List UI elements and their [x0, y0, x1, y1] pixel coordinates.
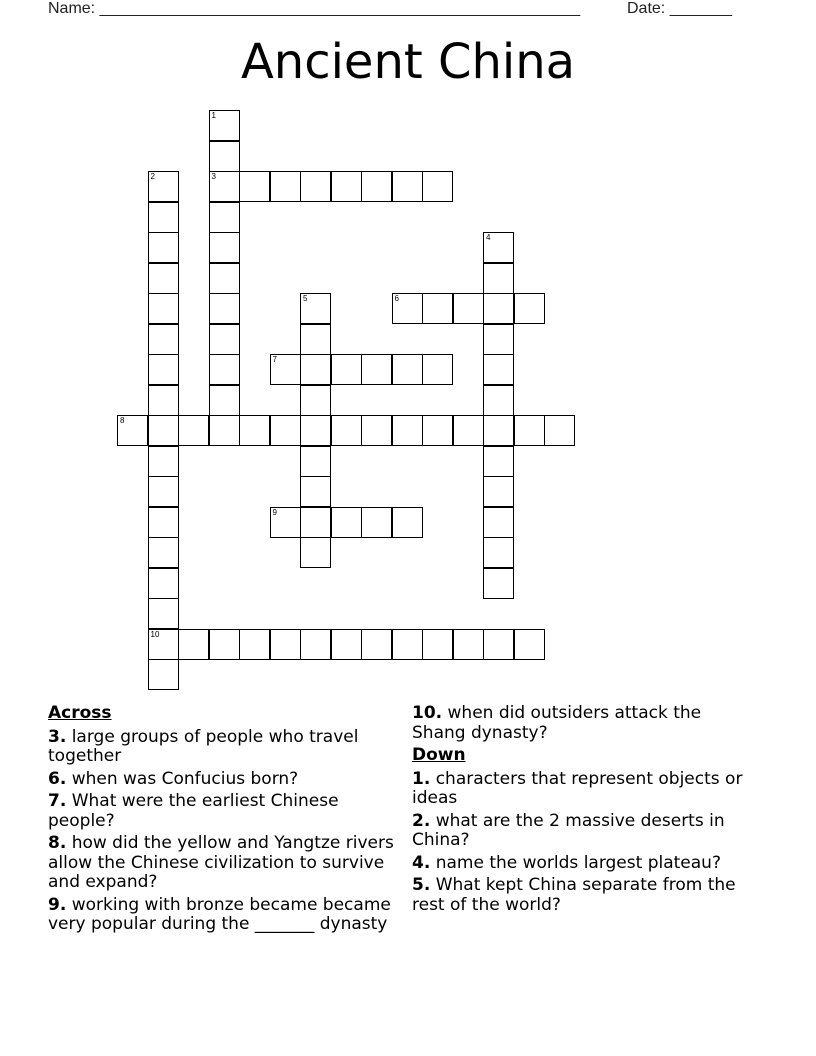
cell-number: 7: [272, 355, 277, 364]
grid-cell[interactable]: [178, 415, 209, 446]
clue-text: What kept China separate from the rest of the world?: [412, 875, 736, 915]
grid-cell[interactable]: [239, 629, 270, 660]
clue-number: 6.: [48, 768, 67, 789]
grid-cell[interactable]: [422, 629, 453, 660]
grid-cell[interactable]: [239, 415, 270, 446]
grid-cell[interactable]: [300, 171, 331, 202]
grid-cell[interactable]: [453, 293, 484, 324]
clue-number: 2.: [412, 810, 431, 831]
grid-cell[interactable]: [300, 476, 331, 507]
date-field-label: Date: _______: [627, 0, 732, 17]
cell-number: 8: [120, 416, 125, 425]
grid-cell[interactable]: [300, 537, 331, 568]
grid-cell[interactable]: [483, 446, 514, 477]
grid-cell[interactable]: [148, 629, 179, 660]
clue-across-3: [48, 728, 398, 767]
grid-cell[interactable]: [148, 324, 179, 355]
grid-cell[interactable]: [300, 385, 331, 416]
grid-cell[interactable]: [422, 415, 453, 446]
clue-across-6: [48, 770, 398, 790]
down-heading: Down: [412, 745, 466, 765]
grid-cell[interactable]: [422, 171, 453, 202]
cell-number: 9: [272, 507, 277, 517]
grid-cell[interactable]: [361, 171, 392, 202]
grid-cell[interactable]: [483, 293, 514, 324]
clue-column-right: [412, 704, 757, 918]
grid-cell[interactable]: [209, 141, 240, 172]
grid-cell[interactable]: [300, 446, 331, 477]
clue-text: working with bronze became became very popular during the _______ dynasty: [48, 894, 391, 934]
grid-cell[interactable]: [148, 354, 179, 385]
grid-cell[interactable]: [148, 476, 179, 507]
grid-cell[interactable]: [331, 507, 362, 538]
clue-column-left: [48, 704, 398, 938]
grid-cell[interactable]: [209, 293, 240, 324]
grid-cell[interactable]: [300, 293, 331, 324]
grid-cell[interactable]: [331, 171, 362, 202]
grid-cell[interactable]: [483, 629, 514, 660]
grid-cell[interactable]: [148, 598, 179, 629]
clue-number: 1.: [412, 768, 431, 789]
clue-number: 9.: [48, 894, 67, 915]
grid-cell[interactable]: [209, 629, 240, 660]
grid-cell[interactable]: [422, 293, 453, 324]
grid-cell[interactable]: [300, 324, 331, 355]
clue-number: 5.: [412, 875, 431, 895]
clue-down-4: [412, 854, 757, 874]
clue-down-5: [412, 876, 757, 915]
grid-cell[interactable]: [239, 171, 270, 202]
grid-cell[interactable]: [453, 629, 484, 660]
grid-cell[interactable]: [148, 202, 179, 233]
grid-cell[interactable]: [209, 354, 240, 385]
grid-cell[interactable]: [148, 537, 179, 568]
clue-number: 10.: [412, 703, 443, 723]
grid-cell[interactable]: [270, 629, 301, 660]
grid-cell[interactable]: [392, 293, 423, 324]
clue-text: large groups of people who travel together: [48, 726, 359, 766]
grid-cell[interactable]: [148, 293, 179, 324]
grid-cell[interactable]: [392, 629, 423, 660]
grid-cell[interactable]: [331, 629, 362, 660]
grid-cell[interactable]: [483, 354, 514, 385]
grid-cell[interactable]: [209, 232, 240, 263]
grid-cell[interactable]: [483, 568, 514, 599]
grid-cell[interactable]: [361, 415, 392, 446]
cell-number: 4: [486, 233, 491, 242]
grid-cell[interactable]: [453, 415, 484, 446]
clue-text: characters that represent objects or ideas: [412, 768, 743, 808]
grid-cell[interactable]: [148, 171, 179, 202]
clue-number: 7.: [48, 791, 67, 811]
clue-down-2: [412, 812, 757, 851]
page-title: Ancient China: [240, 34, 576, 90]
grid-cell[interactable]: [331, 415, 362, 446]
clue-number: 4.: [412, 852, 431, 873]
grid-cell[interactable]: [270, 354, 301, 385]
grid-cell[interactable]: [392, 507, 423, 538]
grid-cell[interactable]: [392, 171, 423, 202]
grid-cell[interactable]: [483, 232, 514, 263]
grid-cell[interactable]: [148, 568, 179, 599]
grid-cell[interactable]: [148, 232, 179, 263]
clue-text: when was Confucius born?: [71, 768, 299, 789]
grid-cell[interactable]: [361, 629, 392, 660]
cell-number: 10: [150, 629, 160, 639]
clue-text: name the worlds largest plateau?: [435, 852, 721, 873]
grid-cell[interactable]: [514, 415, 545, 446]
clue-text: when did outsiders attack the Shang dynasty?: [412, 703, 702, 743]
grid-cell[interactable]: [300, 507, 331, 538]
grid-cell[interactable]: [483, 385, 514, 416]
clue-number: 3.: [48, 726, 67, 747]
grid-cell[interactable]: [392, 354, 423, 385]
grid-cell[interactable]: [209, 202, 240, 233]
clue-number: 8.: [48, 833, 67, 853]
clue-down-1: [412, 770, 757, 809]
grid-cell[interactable]: [514, 629, 545, 660]
grid-cell[interactable]: [361, 354, 392, 385]
grid-cell[interactable]: [514, 293, 545, 324]
grid-cell[interactable]: [209, 415, 240, 446]
grid-cell[interactable]: [300, 415, 331, 446]
cell-number: 6: [394, 294, 399, 303]
grid-cell[interactable]: [483, 415, 514, 446]
clue-across-9: [48, 896, 398, 935]
grid-cell[interactable]: [483, 263, 514, 294]
grid-cell[interactable]: [148, 659, 179, 690]
grid-cell[interactable]: [483, 507, 514, 538]
grid-cell[interactable]: [148, 415, 179, 446]
across-heading: Across: [48, 703, 112, 723]
grid-cell[interactable]: [270, 507, 301, 538]
clue-text: what are the 2 massive deserts in China?: [412, 810, 725, 850]
grid-cell[interactable]: [148, 263, 179, 294]
grid-cell[interactable]: [422, 354, 453, 385]
grid-cell[interactable]: [209, 324, 240, 355]
grid-cell[interactable]: [483, 537, 514, 568]
grid-cell[interactable]: [270, 171, 301, 202]
grid-cell[interactable]: [392, 415, 423, 446]
grid-cell[interactable]: [270, 415, 301, 446]
cell-number: 5: [303, 294, 308, 303]
grid-cell[interactable]: [117, 415, 148, 446]
grid-cell[interactable]: [544, 415, 575, 446]
cell-number: 3: [211, 172, 216, 181]
clue-across-7: [48, 792, 398, 831]
grid-cell[interactable]: [300, 629, 331, 660]
grid-cell[interactable]: [148, 507, 179, 538]
grid-cell[interactable]: [331, 354, 362, 385]
grid-cell[interactable]: [178, 629, 209, 660]
name-field-label: Name: ______________________________________________________: [48, 0, 581, 17]
grid-cell[interactable]: [209, 263, 240, 294]
clue-text: how did the yellow and Yangtze rivers allow the Chinese civilization to survive and expand?: [48, 833, 394, 892]
clue-across-10: [412, 704, 757, 743]
grid-cell[interactable]: [483, 324, 514, 355]
clue-text: What were the earliest Chinese people?: [48, 791, 339, 831]
grid-cell[interactable]: [300, 354, 331, 385]
grid-cell[interactable]: [209, 385, 240, 416]
cell-number: 2: [150, 172, 155, 181]
grid-cell[interactable]: [148, 385, 179, 416]
grid-cell[interactable]: [148, 446, 179, 477]
cell-number: 1: [211, 111, 216, 120]
grid-cell[interactable]: [361, 507, 392, 538]
grid-cell[interactable]: [483, 476, 514, 507]
grid-cell[interactable]: [209, 110, 240, 141]
grid-cell[interactable]: [209, 171, 240, 202]
clue-across-8: [48, 834, 398, 893]
